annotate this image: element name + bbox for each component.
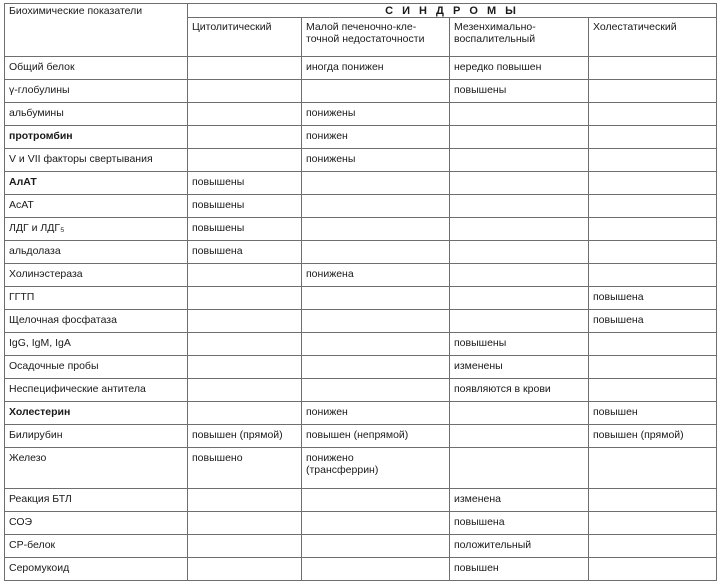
- table-row: [5, 333, 717, 356]
- indicator-name: СОЭ: [5, 512, 188, 535]
- syndrome-cell: повышена: [589, 310, 717, 333]
- syndrome-cell: [450, 172, 589, 195]
- syndrome-cell: изменена: [450, 489, 589, 512]
- indicator-name: Холестерин: [5, 402, 188, 425]
- syndrome-cell: [302, 287, 450, 310]
- syndrome-cell: нередко повышен: [450, 57, 589, 80]
- syndrome-cell: [302, 310, 450, 333]
- biochemical-syndromes-table: [4, 3, 717, 581]
- syndrome-cell: повышены: [188, 218, 302, 241]
- table-row: [5, 535, 717, 558]
- indicator-name: АсАТ: [5, 195, 188, 218]
- table-row: [5, 425, 717, 448]
- syndrome-cell: повышен (прямой): [188, 425, 302, 448]
- syndrome-cell: [302, 379, 450, 402]
- syndrome-cell: [302, 558, 450, 581]
- syndrome-cell: [589, 558, 717, 581]
- syndrome-cell: [302, 218, 450, 241]
- syndrome-cell: повышена: [450, 512, 589, 535]
- table-row: [5, 512, 717, 535]
- table-row: [5, 80, 717, 103]
- syndrome-cell: [188, 126, 302, 149]
- syndrome-cell: [450, 448, 589, 489]
- syndrome-cell: [589, 448, 717, 489]
- syndrome-cell: [589, 333, 717, 356]
- syndrome-cell: [589, 172, 717, 195]
- table-row: [5, 558, 717, 581]
- syndrome-cell: повышено: [188, 448, 302, 489]
- table-row: [5, 195, 717, 218]
- indicator-name: Железо: [5, 448, 188, 489]
- syndrome-cell: [188, 80, 302, 103]
- syndrome-cell: [188, 379, 302, 402]
- header-syndromes: С И Н Д Р О М Ы: [188, 4, 717, 18]
- syndrome-cell: понижены: [302, 149, 450, 172]
- syndrome-cell: [188, 489, 302, 512]
- syndrome-cell: [589, 218, 717, 241]
- table-row: [5, 57, 717, 80]
- syndrome-cell: [589, 149, 717, 172]
- indicator-name: Неспецифические антитела: [5, 379, 188, 402]
- syndrome-cell: [302, 535, 450, 558]
- syndrome-cell: [450, 310, 589, 333]
- syndrome-cell: иногда понижен: [302, 57, 450, 80]
- indicator-name: Реакция БТЛ: [5, 489, 188, 512]
- header-cytolytic: Цитолитический: [188, 18, 302, 57]
- syndrome-cell: [302, 80, 450, 103]
- syndrome-cell: [450, 264, 589, 287]
- table-body: [5, 57, 717, 581]
- indicator-name: Общий белок: [5, 57, 188, 80]
- indicator-name: Холинэстераза: [5, 264, 188, 287]
- syndrome-cell: [188, 57, 302, 80]
- syndrome-cell: [302, 512, 450, 535]
- indicator-name: Серомукоид: [5, 558, 188, 581]
- syndrome-cell: [450, 126, 589, 149]
- syndrome-cell: [188, 558, 302, 581]
- indicator-name: СР-белок: [5, 535, 188, 558]
- syndrome-cell: повышены: [450, 333, 589, 356]
- syndrome-cell: изменены: [450, 356, 589, 379]
- syndrome-cell: повышена: [188, 241, 302, 264]
- header-biochemical-indicators: Биохимические показатели: [5, 4, 188, 57]
- indicator-name: альбумины: [5, 103, 188, 126]
- syndrome-cell: повышена: [589, 287, 717, 310]
- indicator-name: γ-глобулины: [5, 80, 188, 103]
- syndrome-cell: [188, 310, 302, 333]
- syndrome-cell: [589, 535, 717, 558]
- header-hepatocellular-insufficiency: Малой печеночно-кле- точной недостаточности: [302, 18, 450, 57]
- syndrome-cell: [188, 103, 302, 126]
- syndrome-cell: [450, 149, 589, 172]
- syndrome-cell: повышен: [450, 558, 589, 581]
- syndrome-cell: [302, 333, 450, 356]
- table-row: [5, 149, 717, 172]
- indicator-name: IgG, IgM, IgA: [5, 333, 188, 356]
- syndrome-cell: понижено (трансферрин): [302, 448, 450, 489]
- syndrome-cell: [302, 489, 450, 512]
- header-cholestatic: Холестатический: [589, 18, 717, 57]
- syndrome-cell: [188, 333, 302, 356]
- table-row: [5, 287, 717, 310]
- table-row: [5, 356, 717, 379]
- syndrome-cell: [188, 356, 302, 379]
- syndrome-cell: [188, 287, 302, 310]
- syndrome-cell: [188, 402, 302, 425]
- table-row: [5, 264, 717, 287]
- syndrome-cell: понижен: [302, 402, 450, 425]
- syndrome-cell: повышен: [589, 402, 717, 425]
- indicator-name: ГГТП: [5, 287, 188, 310]
- syndrome-cell: [302, 195, 450, 218]
- indicator-name: Осадочные пробы: [5, 356, 188, 379]
- table-row: [5, 379, 717, 402]
- syndrome-cell: понижена: [302, 264, 450, 287]
- table-row: [5, 241, 717, 264]
- syndrome-cell: [589, 356, 717, 379]
- syndrome-cell: [589, 379, 717, 402]
- syndrome-cell: [589, 264, 717, 287]
- syndrome-cell: [589, 126, 717, 149]
- syndrome-cell: [589, 57, 717, 80]
- syndrome-cell: [450, 287, 589, 310]
- indicator-name: V и VII факторы свертывания: [5, 149, 188, 172]
- table-row: [5, 402, 717, 425]
- table-row: [5, 172, 717, 195]
- syndrome-cell: [302, 241, 450, 264]
- indicator-name: Щелочная фосфатаза: [5, 310, 188, 333]
- syndrome-cell: [450, 425, 589, 448]
- header-mesenchymal-inflammatory: Мезенхимально- воспалительный: [450, 18, 589, 57]
- syndrome-cell: появляются в крови: [450, 379, 589, 402]
- syndrome-cell: [188, 535, 302, 558]
- syndrome-cell: [589, 103, 717, 126]
- syndrome-cell: повышены: [188, 172, 302, 195]
- indicator-name: АлАТ: [5, 172, 188, 195]
- syndrome-cell: понижены: [302, 103, 450, 126]
- syndrome-cell: [589, 241, 717, 264]
- table-row: [5, 310, 717, 333]
- syndrome-cell: [589, 80, 717, 103]
- table-row: [5, 448, 717, 489]
- syndrome-cell: [302, 172, 450, 195]
- table-row: [5, 103, 717, 126]
- syndrome-cell: [188, 264, 302, 287]
- syndrome-cell: повышен (прямой): [589, 425, 717, 448]
- syndrome-cell: [589, 512, 717, 535]
- indicator-name: протромбин: [5, 126, 188, 149]
- syndrome-cell: [450, 218, 589, 241]
- syndrome-cell: положительный: [450, 535, 589, 558]
- syndrome-cell: повышены: [450, 80, 589, 103]
- syndrome-cell: [188, 512, 302, 535]
- indicator-name: ЛДГ и ЛДГ₅: [5, 218, 188, 241]
- syndrome-cell: [589, 489, 717, 512]
- syndrome-cell: [188, 149, 302, 172]
- syndrome-cell: [450, 402, 589, 425]
- syndrome-cell: [589, 195, 717, 218]
- table-row: [5, 218, 717, 241]
- syndrome-cell: [302, 356, 450, 379]
- syndrome-cell: понижен: [302, 126, 450, 149]
- syndrome-cell: [450, 195, 589, 218]
- syndrome-cell: [450, 241, 589, 264]
- syndrome-cell: повышен (непрямой): [302, 425, 450, 448]
- syndrome-cell: [450, 103, 589, 126]
- indicator-name: альдолаза: [5, 241, 188, 264]
- table-row: [5, 489, 717, 512]
- indicator-name: Билирубин: [5, 425, 188, 448]
- syndrome-cell: повышены: [188, 195, 302, 218]
- table-row: [5, 126, 717, 149]
